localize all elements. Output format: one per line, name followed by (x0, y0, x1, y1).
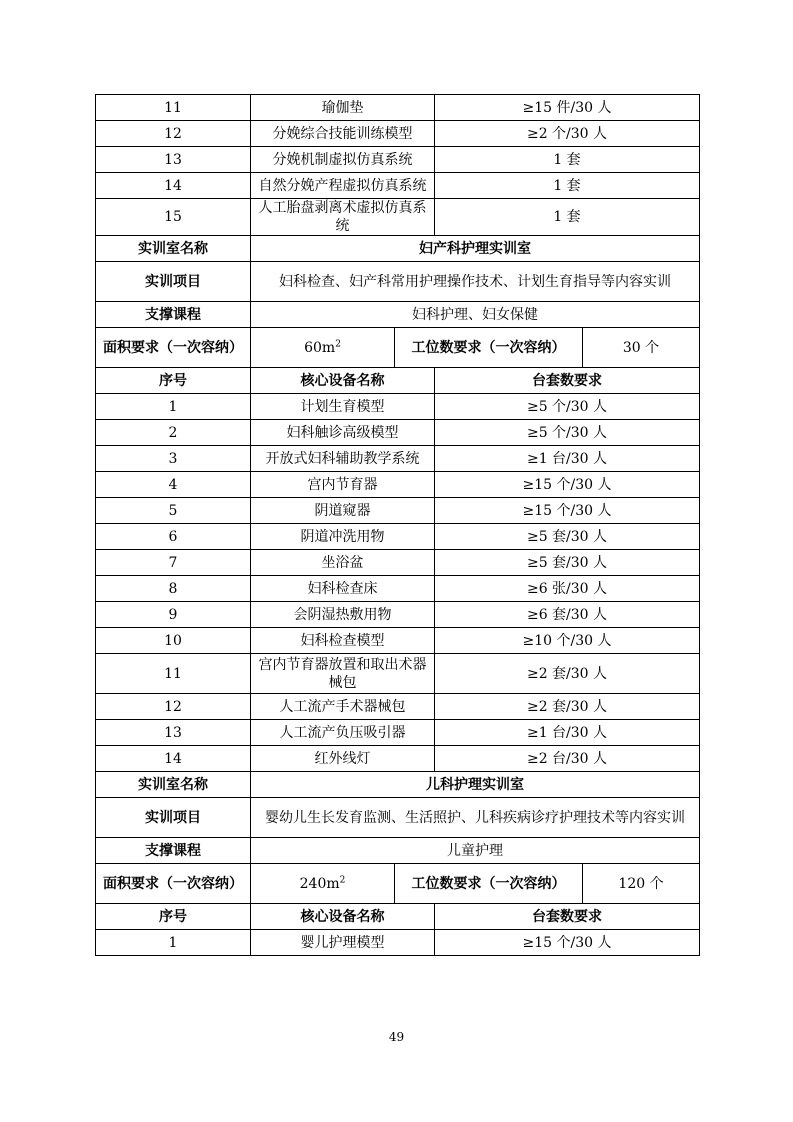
course-row (96, 838, 700, 864)
row-number: 2 (96, 420, 251, 446)
quantity-requirement: ≥1 台/30 人 (435, 446, 700, 472)
row-number: 13 (96, 147, 251, 173)
col-header-no: 序号 (96, 368, 251, 394)
table-row (96, 199, 700, 236)
project-row (96, 262, 700, 302)
table-row (96, 472, 700, 498)
quantity-requirement: ≥5 套/30 人 (435, 550, 700, 576)
page-number: 49 (388, 1030, 405, 1044)
table-row (96, 420, 700, 446)
row-number: 15 (96, 199, 251, 236)
row-number: 14 (96, 746, 251, 772)
room-name-row (96, 772, 700, 798)
row-number: 6 (96, 524, 251, 550)
room-name: 儿科护理实训室 (251, 772, 700, 798)
row-number: 4 (96, 472, 251, 498)
quantity-requirement: ≥5 个/30 人 (435, 394, 700, 420)
equipment-name: 瑜伽垫 (251, 95, 435, 121)
row-number: 9 (96, 602, 251, 628)
equipment-name: 妇科触诊高级模型 (251, 420, 435, 446)
room3-header (96, 772, 700, 930)
room-name-label: 实训室名称 (96, 772, 251, 798)
row-number: 14 (96, 173, 251, 199)
row-number: 1 (96, 394, 251, 420)
equipment-name: 计划生育模型 (251, 394, 435, 420)
quantity-requirement: 1 套 (435, 173, 700, 199)
room3-items (96, 930, 700, 956)
area-label: 面积要求（一次容纳） (96, 328, 251, 368)
row-number: 5 (96, 498, 251, 524)
equipment-name: 坐浴盆 (251, 550, 435, 576)
course-row (96, 302, 700, 328)
table-row (96, 394, 700, 420)
table-row (96, 654, 700, 694)
table-row (96, 930, 700, 956)
equipment-name: 阴道冲洗用物 (251, 524, 435, 550)
room-name-label: 实训室名称 (96, 236, 251, 262)
course-text: 妇科护理、妇女保健 (251, 302, 700, 328)
course-text: 儿童护理 (251, 838, 700, 864)
quantity-requirement: ≥6 套/30 人 (435, 602, 700, 628)
row-number: 1 (96, 930, 251, 956)
row-number: 8 (96, 576, 251, 602)
row-number: 3 (96, 446, 251, 472)
equipment-name: 人工流产手术器械包 (251, 694, 435, 720)
equipment-table-body (96, 95, 700, 394)
equipment-name: 分娩综合技能训练模型 (251, 121, 435, 147)
equipment-name: 人工流产负压吸引器 (251, 720, 435, 746)
equipment-name: 红外线灯 (251, 746, 435, 772)
equipment-name: 妇科检查床 (251, 576, 435, 602)
station-label: 工位数要求（一次容纳） (395, 328, 583, 368)
row-number: 13 (96, 720, 251, 746)
table-row (96, 147, 700, 173)
table-row (96, 95, 700, 121)
area-number: 240 (299, 875, 327, 892)
table-row (96, 628, 700, 654)
project-text: 妇科检查、妇产科常用护理操作技术、计划生育指导等内容实训 (251, 262, 700, 302)
col-header-quantity: 台套数要求 (435, 904, 700, 930)
quantity-requirement: ≥1 台/30 人 (435, 720, 700, 746)
quantity-requirement: ≥15 个/30 人 (435, 472, 700, 498)
course-label: 支撑课程 (96, 838, 251, 864)
quantity-requirement: ≥5 套/30 人 (435, 524, 700, 550)
quantity-requirement: ≥2 套/30 人 (435, 694, 700, 720)
quantity-requirement: ≥2 台/30 人 (435, 746, 700, 772)
equipment-name: 妇科检查模型 (251, 628, 435, 654)
quantity-requirement: ≥2 套/30 人 (435, 654, 700, 694)
table-row (96, 121, 700, 147)
equipment-name: 会阴湿热敷用物 (251, 602, 435, 628)
col-header-equipment: 核心设备名称 (251, 904, 435, 930)
row-number: 11 (96, 654, 251, 694)
quantity-requirement: ≥2 个/30 人 (435, 121, 700, 147)
area-label: 面积要求（一次容纳） (96, 864, 251, 904)
quantity-requirement: ≥15 件/30 人 (435, 95, 700, 121)
area-value (251, 328, 395, 368)
equipment-name: 宫内节育器放置和取出术器械包 (251, 654, 435, 694)
col-header-equipment: 核心设备名称 (251, 368, 435, 394)
equipment-name: 分娩机制虚拟仿真系统 (251, 147, 435, 173)
table-row (96, 576, 700, 602)
row-number: 12 (96, 121, 251, 147)
equipment-name: 自然分娩产程虚拟仿真系统 (251, 173, 435, 199)
room2-items (96, 394, 700, 772)
table-row (96, 746, 700, 772)
column-header-row (96, 904, 700, 930)
equipment-name: 宫内节育器 (251, 472, 435, 498)
area-row (96, 328, 700, 368)
table-row (96, 498, 700, 524)
quantity-requirement: ≥15 个/30 人 (435, 498, 700, 524)
equipment-name: 人工胎盘剥离术虚拟仿真系统 (251, 199, 435, 236)
row-number: 12 (96, 694, 251, 720)
column-header-row (96, 368, 700, 394)
quantity-requirement: ≥15 个/30 人 (435, 930, 700, 956)
project-row (96, 798, 700, 838)
table-row (96, 720, 700, 746)
station-label: 工位数要求（一次容纳） (395, 864, 583, 904)
course-label: 支撑课程 (96, 302, 251, 328)
station-value: 30 个 (583, 328, 700, 368)
equipment-name: 婴儿护理模型 (251, 930, 435, 956)
area-unit-exponent: 2 (339, 874, 346, 885)
quantity-requirement: 1 套 (435, 147, 700, 173)
table-row (96, 694, 700, 720)
row-number: 10 (96, 628, 251, 654)
table-row (96, 602, 700, 628)
area-unit-exponent: 2 (335, 338, 341, 349)
project-text: 婴幼儿生长发育监测、生活照护、儿科疾病诊疗护理技术等内容实训 (251, 798, 700, 838)
col-header-no: 序号 (96, 904, 251, 930)
table-row (96, 173, 700, 199)
equipment-table (95, 94, 700, 956)
table-row (96, 446, 700, 472)
quantity-requirement: ≥5 个/30 人 (435, 420, 700, 446)
area-row (96, 864, 700, 904)
col-header-quantity: 台套数要求 (435, 368, 700, 394)
project-label: 实训项目 (96, 262, 251, 302)
quantity-requirement: ≥6 张/30 人 (435, 576, 700, 602)
room-name-row (96, 236, 700, 262)
table-row (96, 550, 700, 576)
table-row (96, 524, 700, 550)
area-value (251, 864, 395, 904)
area-number: 60 (304, 339, 322, 356)
equipment-name: 开放式妇科辅助教学系统 (251, 446, 435, 472)
quantity-requirement: 1 套 (435, 199, 700, 236)
area-unit: m (326, 875, 340, 892)
equipment-name: 阴道窥器 (251, 498, 435, 524)
area-unit: m (321, 339, 336, 356)
row-number: 7 (96, 550, 251, 576)
room-name: 妇产科护理实训室 (251, 236, 700, 262)
row-number: 11 (96, 95, 251, 121)
quantity-requirement: ≥10 个/30 人 (435, 628, 700, 654)
station-value: 120 个 (583, 864, 700, 904)
project-label: 实训项目 (96, 798, 251, 838)
